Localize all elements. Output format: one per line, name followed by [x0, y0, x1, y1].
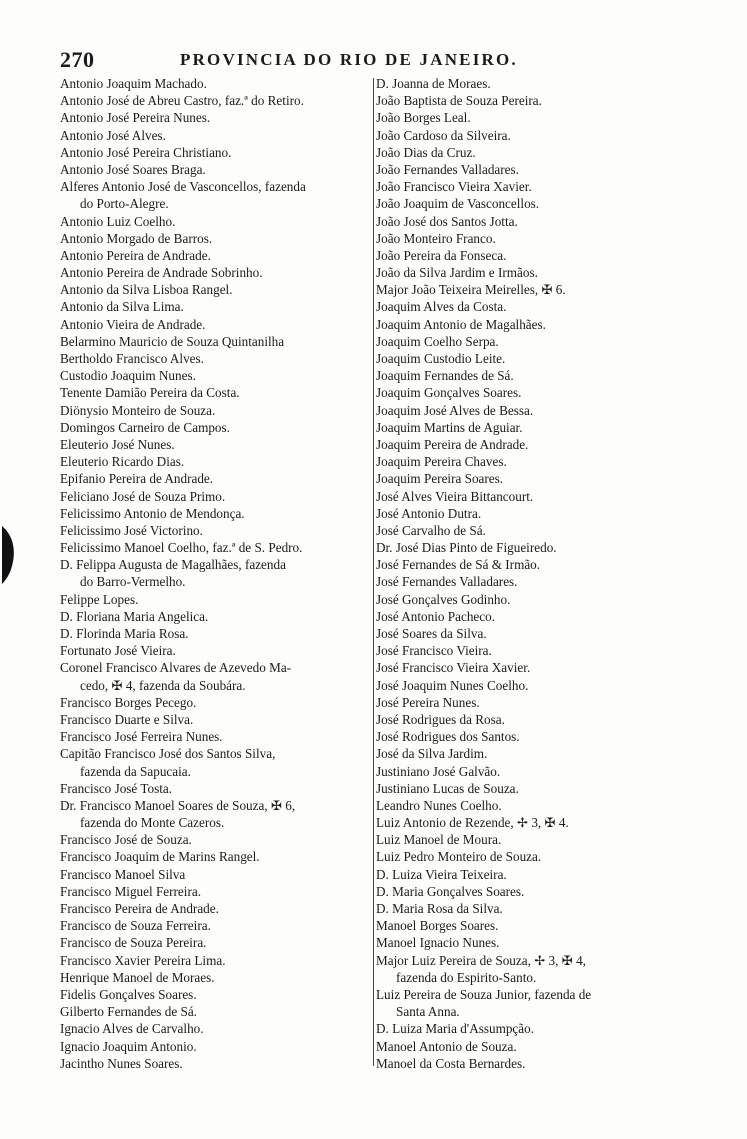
directory-entry: Joaquim Martins de Aguiar. — [376, 419, 523, 435]
directory-entry: João Francisco Vieira Xavier. — [376, 179, 532, 195]
directory-entry: Felicissimo Manoel Coelho, faz.ª de S. Pedro. — [60, 540, 303, 556]
directory-entry: José Joaquim Nunes Coelho. — [376, 677, 529, 693]
directory-entry: Antonio da Silva Lima. — [60, 299, 184, 315]
directory-entry: João Borges Leal. — [376, 110, 471, 126]
directory-entry: Antonio Vieira de Andrade. — [60, 316, 206, 332]
directory-entry: Bertholdo Francisco Alves. — [60, 351, 204, 366]
directory-entry: Eleuterio Ricardo Dias. — [60, 454, 185, 470]
directory-entry: Francisco Manoel Silva — [60, 866, 186, 882]
directory-entry: Antonio Pereira de Andrade. — [60, 247, 211, 263]
directory-entry: Major João Teixeira Meirelles, ✠ 6. — [376, 282, 566, 298]
directory-entry: José Antonio Pacheco. — [376, 608, 496, 624]
directory-entry: Francisco Xavier Pereira Lima. — [60, 952, 226, 968]
directory-entry: Diönysio Monteiro de Souza. — [60, 402, 216, 418]
directory-entry: Francisco Joaquim de Marins Rangel. — [60, 849, 260, 865]
directory-entry: Jacintho Nunes Soares. — [60, 1055, 183, 1071]
directory-entry: Joaquim Antonio de Magalhães. — [376, 316, 546, 332]
directory-entry: cedo, ✠ 4, fazenda da Soubára. — [80, 677, 246, 693]
directory-entry: do Porto-Alegre. — [80, 196, 169, 212]
column-divider — [373, 78, 374, 1066]
directory-entry: Francisco de Souza Pereira. — [60, 935, 207, 951]
directory-entry: Manoel da Costa Bernardes. — [376, 1055, 526, 1071]
right-column — [376, 75, 716, 1072]
directory-entry: Major Luiz Pereira de Souza, ✢ 3, ✠ 4, — [376, 952, 586, 968]
directory-entry: José Rodrigues da Rosa. — [376, 711, 505, 727]
directory-entry: Antonio Luiz Coelho. — [60, 213, 176, 229]
directory-entry: José Gonçalves Godinho. — [376, 591, 511, 607]
directory-entry: João Baptista de Souza Pereira. — [376, 93, 542, 109]
directory-entry: Joaquim Custodio Leite. — [376, 351, 506, 366]
directory-entry: Joaquim Pereira Chaves. — [376, 454, 507, 470]
directory-entry: Francisco Borges Pecego. — [60, 694, 197, 710]
directory-entry: Gilberto Fernandes de Sá. — [60, 1004, 197, 1020]
directory-entry: fazenda do Espirito-Santo. — [396, 969, 537, 985]
directory-entry: Fortunato José Vieira. — [60, 643, 176, 659]
directory-entry: D. Felippa Augusta de Magalhães, fazenda — [60, 557, 286, 573]
directory-entry: João Monteiro Franco. — [376, 230, 496, 246]
directory-entry: José Rodrigues dos Santos. — [376, 729, 520, 745]
directory-entry: D. Floriana Maria Angelica. — [60, 608, 209, 624]
directory-entry: Francisco José Ferreira Nunes. — [60, 729, 223, 745]
directory-entry: Manoel Antonio de Souza. — [376, 1038, 517, 1054]
left-column — [60, 75, 374, 1072]
directory-entry: Dr. José Dias Pinto de Figueiredo. — [376, 540, 557, 556]
directory-entry: Coronel Francisco Alvares de Azevedo Ma- — [60, 660, 292, 676]
binding-shadow-mark — [0, 522, 22, 586]
directory-entry: Felippe Lopes. — [60, 591, 139, 607]
directory-entry: fazenda da Sapucaia. — [80, 763, 191, 779]
directory-entry: D. Joanna de Moraes. — [376, 76, 491, 91]
directory-entry: Joaquim Pereira Soares. — [376, 471, 504, 487]
directory-entry: Justiniano José Galvão. — [376, 763, 501, 779]
directory-entry: D. Florinda Maria Rosa. — [60, 626, 189, 641]
directory-entry: Joaquim Gonçalves Soares. — [376, 385, 522, 401]
directory-entry: José Francisco Vieira. — [376, 643, 492, 659]
directory-entry: Joaquim Alves da Costa. — [376, 299, 507, 315]
directory-entry: Antonio José Pereira Christiano. — [60, 144, 232, 160]
directory-entry: D. Luiza Vieira Teixeira. — [376, 866, 507, 882]
directory-entry: Leandro Nunes Coelho. — [376, 797, 502, 813]
directory-entry: José Soares da Silva. — [376, 626, 487, 641]
directory-entry: Epifanio Pereira de Andrade. — [60, 471, 214, 487]
directory-entry: Felicissimo José Victorino. — [60, 522, 203, 538]
directory-entry: Tenente Damião Pereira da Costa. — [60, 385, 240, 401]
directory-entry: Dr. Francisco Manoel Soares de Souza, ✠ 6, — [60, 797, 296, 813]
directory-entry: Manoel Borges Soares. — [376, 918, 499, 934]
directory-entry: João José dos Santos Jotta. — [376, 213, 518, 229]
directory-entry: Alferes Antonio José de Vasconcellos, fazenda — [60, 179, 306, 195]
directory-entry: Luiz Antonio de Rezende, ✢ 3, ✠ 4. — [376, 815, 569, 831]
directory-entry: Francisco de Souza Ferreira. — [60, 918, 211, 934]
directory-entry: João Joaquim de Vasconcellos. — [376, 196, 540, 212]
directory-entry: José Fernandes Valladares. — [376, 574, 518, 590]
directory-entry: do Barro-Vermelho. — [80, 574, 186, 590]
directory-entry: João Dias da Cruz. — [376, 144, 476, 160]
directory-entry: Joaquim Fernandes de Sá. — [376, 368, 514, 384]
directory-entry: Joaquim Pereira de Andrade. — [376, 436, 529, 452]
directory-entry: José da Silva Jardim. — [376, 746, 488, 762]
directory-entry: D. Maria Gonçalves Soares. — [376, 883, 525, 899]
directory-entry: Luiz Manoel de Moura. — [376, 832, 502, 848]
directory-entry: Fidelis Gonçalves Soares. — [60, 986, 197, 1002]
directory-entry: José Antonio Dutra. — [376, 505, 482, 521]
directory-entry: Eleuterio José Nunes. — [60, 436, 175, 452]
directory-entry: Francisco Pereira de Andrade. — [60, 901, 219, 916]
directory-entry: José Carvalho de Sá. — [376, 522, 486, 538]
directory-entry: Antonio da Silva Lisboa Rangel. — [60, 282, 233, 298]
directory-entry: D. Luiza Maria d'Assumpção. — [376, 1021, 535, 1037]
directory-entry: Manoel Ignacio Nunes. — [376, 935, 500, 951]
directory-entry: Custodio Joaquim Nunes. — [60, 368, 196, 384]
directory-entry: Luiz Pedro Monteiro de Souza. — [376, 849, 542, 865]
directory-entry: Antonio Joaquim Machado. — [60, 76, 207, 91]
directory-entry: Francisco Miguel Ferreira. — [60, 883, 201, 899]
directory-entry: Francisco José de Souza. — [60, 832, 192, 848]
directory-entry: Domingos Carneiro de Campos. — [60, 419, 230, 435]
directory-entry: Ignacio Alves de Carvalho. — [60, 1021, 204, 1037]
directory-entry: José Fernandes de Sá & Irmão. — [376, 557, 541, 573]
directory-entry: Joaquim José Alves de Bessa. — [376, 402, 534, 418]
directory-entry: José Francisco Vieira Xavier. — [376, 660, 531, 676]
directory-entry: Capitão Francisco José dos Santos Silva, — [60, 746, 276, 762]
directory-entry: Felicissimo Antonio de Mendonça. — [60, 505, 245, 521]
directory-entry: José Alves Vieira Bittancourt. — [376, 488, 534, 504]
directory-entry: Antonio José Pereira Nunes. — [60, 110, 211, 126]
directory-entry: Francisco José Tosta. — [60, 780, 173, 796]
directory-entry: Antonio José Soares Braga. — [60, 161, 206, 177]
page-number: 270 — [60, 47, 95, 72]
directory-entry: Feliciano José de Souza Primo. — [60, 488, 226, 504]
directory-entry: João Cardoso da Silveira. — [376, 127, 511, 143]
directory-entry: Justiniano Lucas de Souza. — [376, 780, 519, 796]
directory-entry: fazenda do Monte Cazeros. — [80, 815, 225, 831]
directory-entry: Antonio Morgado de Barros. — [60, 230, 213, 246]
directory-entry: Francisco Duarte e Silva. — [60, 711, 194, 727]
directory-entry: Henrique Manoel de Moraes. — [60, 969, 215, 985]
directory-entry: João Pereira da Fonseca. — [376, 247, 507, 263]
directory-entry: D. Maria Rosa da Silva. — [376, 901, 503, 916]
page-header — [60, 47, 720, 75]
directory-entry: José Pereira Nunes. — [376, 694, 480, 710]
directory-entry: Ignacio Joaquim Antonio. — [60, 1038, 197, 1054]
directory-entry: João Fernandes Valladares. — [376, 161, 519, 177]
directory-entry: Antonio José de Abreu Castro, faz.ª do Retiro. — [60, 93, 304, 109]
directory-entry: João da Silva Jardim e Irmãos. — [376, 265, 538, 281]
running-head-title: PROVINCIA DO RIO DE JANEIRO. — [180, 50, 518, 69]
directory-entry: Luiz Pereira de Souza Junior, fazenda de — [376, 986, 592, 1002]
directory-entry: Belarmino Mauricio de Souza Quintanilha — [60, 333, 285, 349]
directory-entry: Santa Anna. — [396, 1004, 460, 1020]
directory-entry: Antonio Pereira de Andrade Sobrinho. — [60, 265, 263, 281]
directory-entry: Antonio José Alves. — [60, 127, 166, 143]
directory-entry: Joaquim Coelho Serpa. — [376, 333, 499, 349]
